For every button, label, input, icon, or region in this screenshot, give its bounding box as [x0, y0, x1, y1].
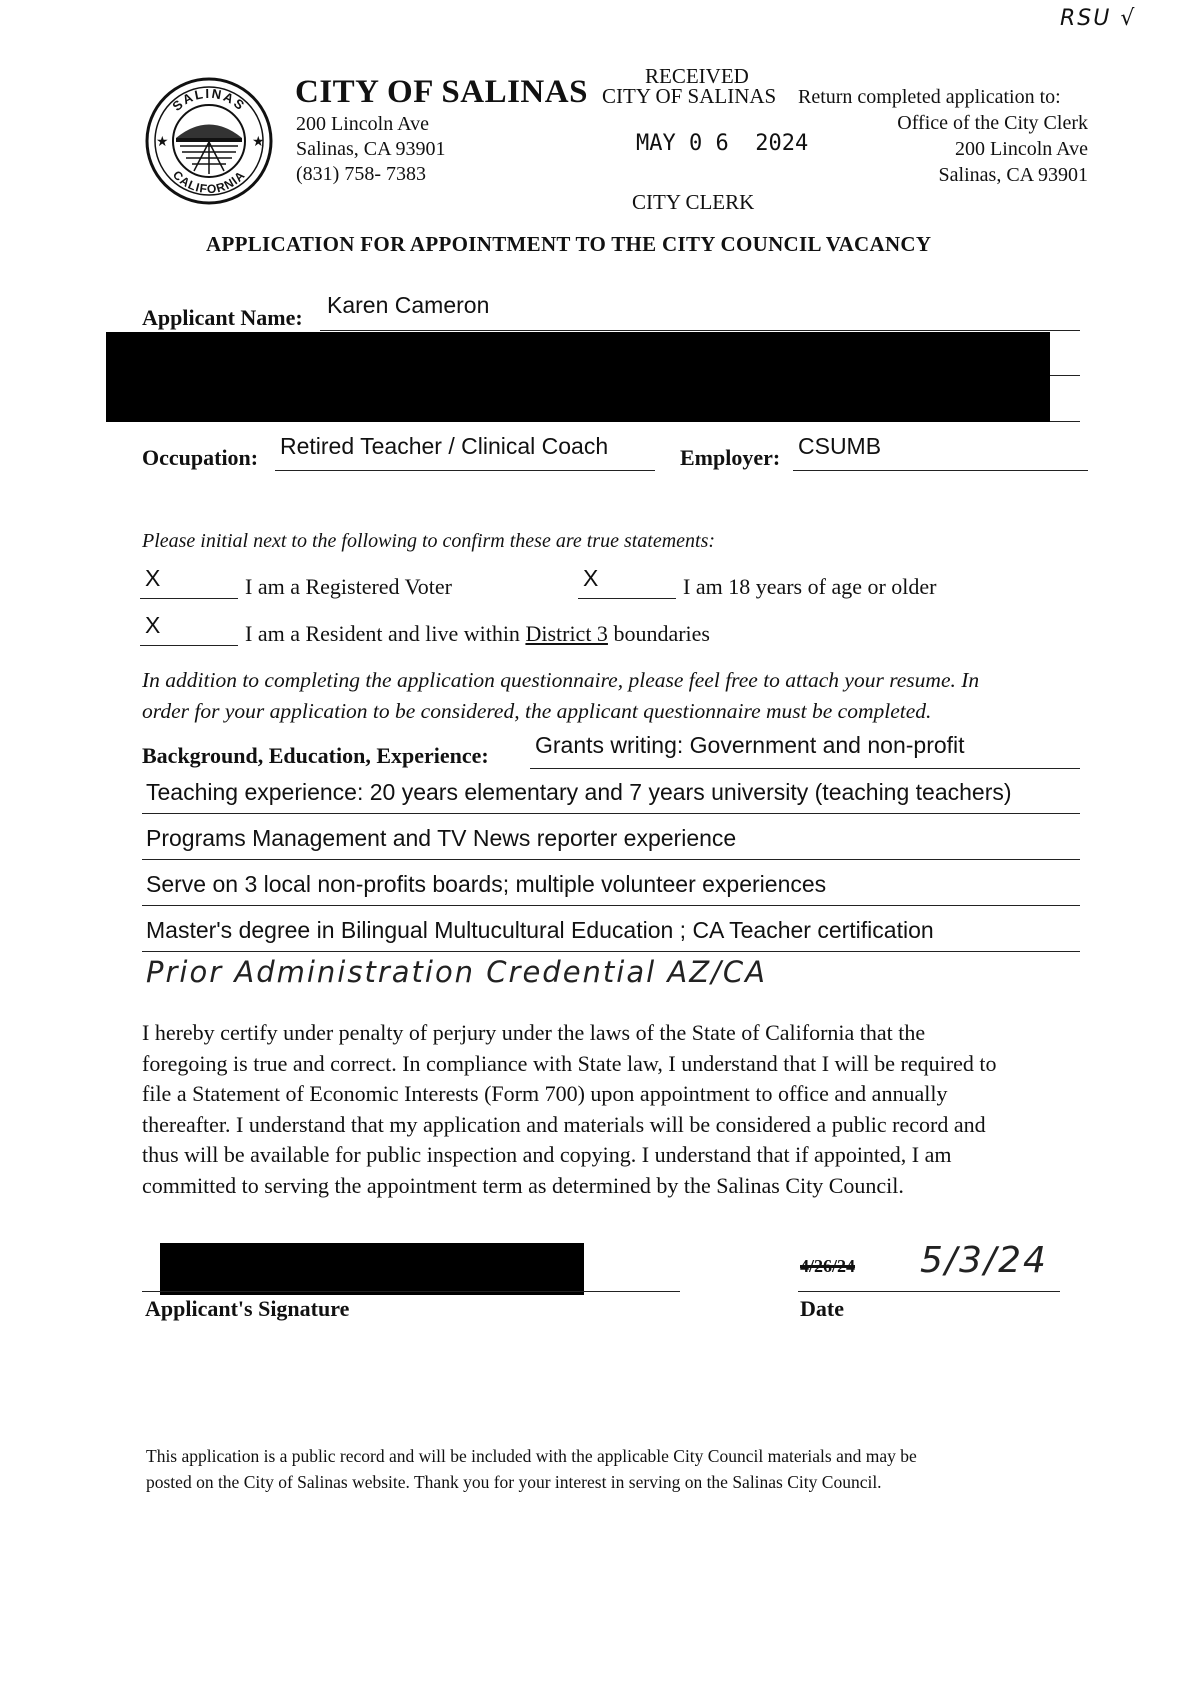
return-to-city: Salinas, CA 93901 [938, 164, 1088, 186]
employer-value[interactable]: CSUMB [798, 433, 882, 459]
background-line-2-text[interactable]: Programs Management and TV News reporter experience [146, 825, 737, 851]
form-title: APPLICATION FOR APPOINTMENT TO THE CITY COUNCIL VACANCY [206, 232, 932, 256]
date-line [798, 1291, 1060, 1292]
resident-initial[interactable]: X [145, 612, 161, 638]
redacted-contact-info [106, 332, 1050, 422]
age-line [578, 598, 676, 599]
stamp-city: CITY OF SALINAS [602, 84, 777, 108]
age-text: I am 18 years of age or older [683, 574, 937, 599]
svg-text:★: ★ [252, 135, 265, 150]
background-handwritten-line: Prior Administration Credential AZ/CA [146, 955, 767, 989]
footer-line2: posted on the City of Salinas website. Thank you for your interest in serving on the Salinas City Council. [146, 1472, 882, 1492]
city-phone: (831) 758- 7383 [296, 163, 426, 185]
seal-top-text: SALINAS [169, 85, 249, 114]
stamp-dept: CITY CLERK [632, 190, 755, 214]
seal-bottom-text: CALIFORNIA [169, 167, 249, 197]
applicant-name-label: Applicant Name: [142, 305, 303, 330]
employer-label: Employer: [680, 445, 781, 470]
background-line-3-text[interactable]: Serve on 3 local non-profits boards; multiple volunteer experiences [146, 871, 827, 897]
applicant-name-line [320, 330, 1080, 331]
registered-voter-text: I am a Registered Voter [245, 574, 452, 599]
background-line-0 [530, 768, 1080, 769]
age-initial[interactable]: X [583, 565, 599, 591]
signature-line [142, 1291, 680, 1292]
date-label: Date [800, 1296, 844, 1321]
resume-note-line1: In addition to completing the application questionnaire, please feel free to attach your resume. In [142, 668, 980, 692]
certification-line-6: committed to serving the appointment term as determined by the Salinas City Council. [142, 1172, 904, 1198]
svg-text:★: ★ [156, 135, 169, 150]
registered-voter-initial[interactable]: X [145, 565, 161, 591]
occupation-line [275, 470, 655, 471]
stamp-date: MAY 0 6 2024 [636, 131, 809, 156]
city-name: CITY OF SALINAS [295, 74, 588, 110]
occupation-value[interactable]: Retired Teacher / Clinical Coach [280, 433, 609, 459]
certification-line-4: thereafter. I understand that my application and materials will be considered a public record and [142, 1111, 986, 1137]
date-handwritten: 5/3/24 [920, 1240, 1048, 1281]
signature-label: Applicant's Signature [145, 1296, 350, 1321]
city-seal [144, 76, 274, 206]
return-to-heading: Return completed application to: [798, 86, 1061, 108]
certification-line-5: thus will be available for public inspection and copying. I understand that if appointed, I am [142, 1142, 952, 1167]
background-line-3 [142, 905, 1080, 906]
registered-voter-line [140, 598, 238, 599]
redacted-line-1 [1050, 375, 1080, 376]
return-to-office: Office of the City Clerk [897, 112, 1088, 134]
city-address-line2: Salinas, CA 93901 [296, 138, 446, 160]
occupation-label: Occupation: [142, 445, 259, 470]
applicant-name-value[interactable]: Karen Cameron [327, 292, 490, 318]
district-link: District 3 [525, 621, 608, 646]
stamp-received: RECEIVED [645, 64, 749, 88]
background-value-first[interactable]: Grants writing: Government and non-profit [535, 732, 965, 758]
certification-line-2: foregoing is true and correct. In compliance with State law, I understand that I will be required to [142, 1050, 997, 1076]
date-struck: 4/26/24 [800, 1256, 856, 1276]
footer-line1: This application is a public record and will be included with the applicable City Council materials and may be [146, 1446, 917, 1466]
city-address-line1: 200 Lincoln Ave [296, 113, 429, 135]
resident-line [140, 645, 238, 646]
resident-text-before: I am a Resident and live within [245, 621, 526, 646]
return-to-street: 200 Lincoln Ave [955, 138, 1088, 160]
redacted-line-2 [1050, 421, 1080, 422]
background-line-1-text[interactable]: Teaching experience: 20 years elementary and 7 years university (teaching teachers) [146, 779, 1012, 805]
background-line-4 [142, 951, 1080, 952]
resident-text-after: boundaries [607, 621, 710, 646]
confirm-instruction: Please initial next to the following to confirm these are true statements: [142, 530, 716, 552]
certification-line-1: I hereby certify under penalty of perjury under the laws of the State of California that the [142, 1020, 926, 1045]
corner-handwritten-note: RSU √ [1060, 6, 1137, 31]
background-line-4-text[interactable]: Master's degree in Bilingual Multucultural Education ; CA Teacher certification [146, 917, 934, 943]
background-line-1 [142, 813, 1080, 814]
resident-text [245, 621, 710, 647]
employer-line [793, 470, 1088, 471]
svg-text:SALINAS [169, 86, 248, 114]
certification-text [142, 1018, 1102, 1201]
certification-line-3: file a Statement of Economic Interests (Form 700) upon appointment to office and annually [142, 1081, 948, 1106]
seal-icon [144, 76, 274, 206]
background-line-2 [142, 859, 1080, 860]
redacted-signature [160, 1243, 584, 1295]
background-label: Background, Education, Experience: [142, 743, 489, 768]
resume-note-line2: order for your application to be considered, the applicant questionnaire must be completed. [142, 699, 932, 723]
